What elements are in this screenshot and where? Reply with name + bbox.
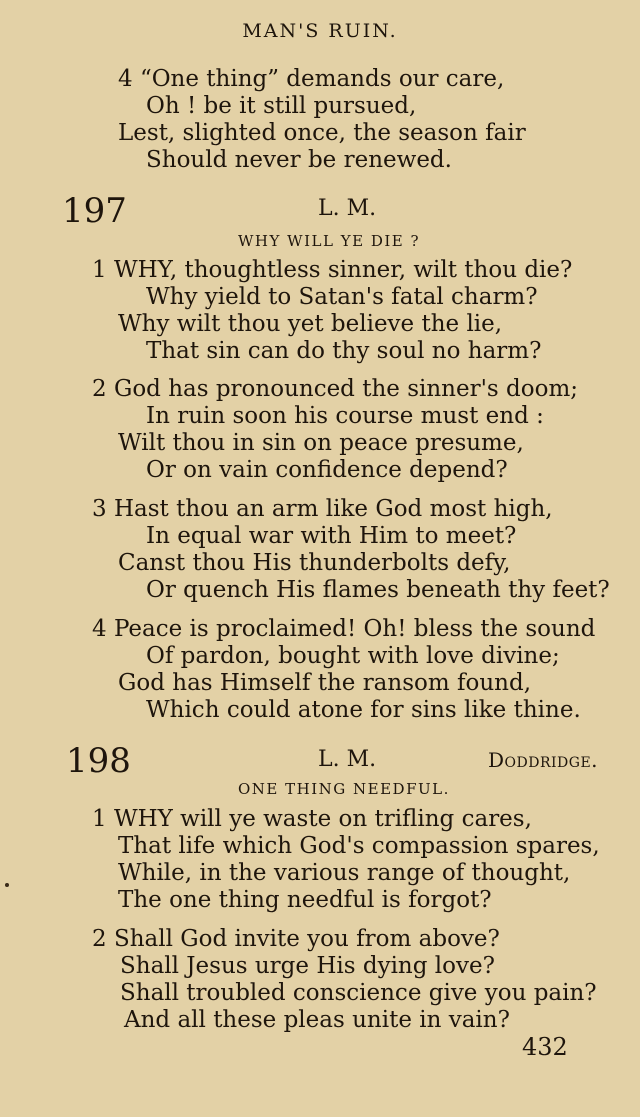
verse-line: In equal war with Him to meet? [146, 523, 517, 549]
verse-line: Canst thou His thunderbolts defy, [118, 550, 511, 576]
verse-line: Why yield to Satan's fatal charm? [146, 284, 538, 310]
verse-line: Which could atone for sins like thine. [146, 697, 581, 723]
ink-speck [5, 883, 9, 887]
verse-line: Or on vain confidence depend? [146, 457, 508, 483]
verse-line: That life which God's compassion spares, [118, 833, 600, 859]
verse-line: And all these pleas unite in vain? [124, 1007, 510, 1033]
verse-line: Should never be renewed. [146, 147, 452, 173]
verse-line: That sin can do thy soul no harm? [146, 338, 542, 364]
verse-line: 2 God has pronounced the sinner's doom; [92, 376, 578, 402]
verse-line: Of pardon, bought with love divine; [146, 643, 560, 669]
hymn-title: WHY WILL YE DIE ? [238, 232, 421, 250]
verse-line: Why wilt thou yet believe the lie, [118, 311, 503, 337]
verse-line: 4 “One thing” demands our care, [118, 66, 505, 92]
verse-line: 4 Peace is proclaimed! Oh! bless the sound [92, 616, 596, 642]
verse-line: While, in the various range of thought, [118, 860, 571, 886]
hymn-meter: L. M. [318, 747, 377, 772]
verse-line: 1 WHY will ye waste on trifling cares, [92, 806, 532, 832]
verse-line: Shall troubled conscience give you pain? [120, 980, 597, 1006]
hymn-meter: L. M. [318, 196, 377, 221]
hymn-number: 198 [66, 741, 131, 781]
verse-line: Oh ! be it still pursued, [146, 93, 417, 119]
hymn-number: 197 [62, 191, 127, 231]
page-number: 432 [522, 1033, 568, 1061]
verse-line: 2 Shall God invite you from above? [92, 926, 500, 952]
running-header: MAN'S RUIN. [242, 20, 398, 42]
verse-line: Shall Jesus urge His dying love? [120, 953, 495, 979]
verse-line: God has Himself the ransom found, [118, 670, 532, 696]
verse-line: The one thing needful is forgot? [118, 887, 492, 913]
verse-line: Wilt thou in sin on peace presume, [118, 430, 524, 456]
verse-line: 3 Hast thou an arm like God most high, [92, 496, 553, 522]
verse-line: Lest, slighted once, the season fair [118, 120, 526, 146]
verse-line: 1 WHY, thoughtless sinner, wilt thou die? [92, 257, 573, 283]
verse-line: Or quench His flames beneath thy feet? [146, 577, 610, 603]
hymn-author: Doddridge. [488, 748, 599, 772]
verse-line: In ruin soon his course must end : [146, 403, 544, 429]
hymn-title: ONE THING NEEDFUL. [238, 780, 450, 798]
